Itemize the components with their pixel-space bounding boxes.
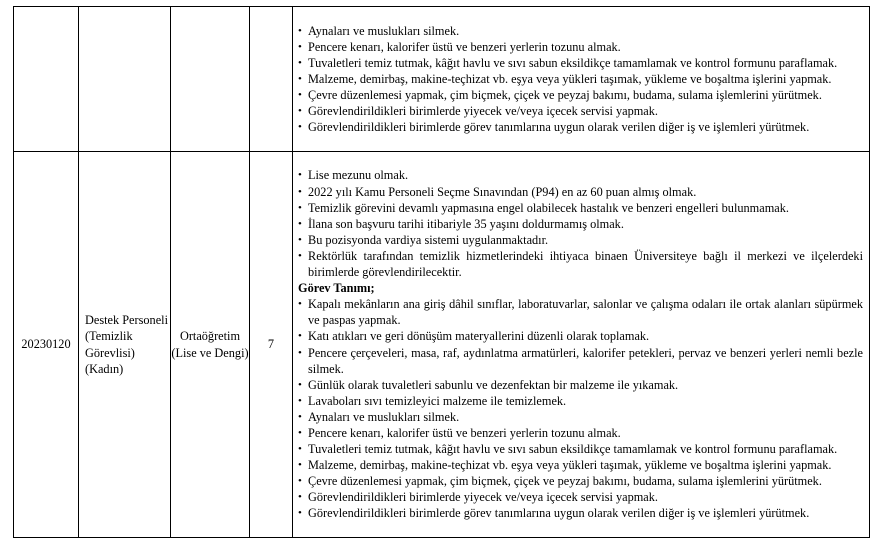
list-item: • Malzeme, demirbaş, makine-teçhizat vb. eşya veya yükleri taşımak, yükleme ve boşaltma işlerini yapmak. [298, 457, 863, 473]
list-item: • Çevre düzenlemesi yapmak, çim biçmek, çiçek ve peyzaj bakımı, budama, sulama işlemlerini yürütmek. [298, 87, 863, 103]
list-item: • Rektörlük tarafından temizlik hizmetlerindeki ihtiyaca binaen Üniversiteye bağlı il merkezi ve ilçelerdeki birimlerde görevlendirilecektir. [298, 248, 863, 280]
list-item: • Görevlendirildikleri birimlerde görev tanımlarına uygun olarak verilen diğer iş ve işlemleri yürütmek. [298, 119, 863, 135]
list-item: • 2022 yılı Kamu Personeli Seçme Sınavından (P94) en az 60 puan almış olmak. [298, 184, 863, 200]
requirements-cell [293, 7, 870, 152]
list-item: • Çevre düzenlemesi yapmak, çim biçmek, çiçek ve peyzaj bakımı, budama, sulama işlemlerini yürütmek. [298, 473, 863, 489]
list-item: • Tuvaletleri temiz tutmak, kâğıt havlu ve sıvı sabun eksildikçe tamamlamak ve kontrol formunu paraflamak. [298, 441, 863, 457]
list-item: • Katı atıkları ve geri dönüşüm materyallerini düzenli olarak toplamak. [298, 328, 863, 344]
list-item: • Lavaboları sıvı temizleyici malzeme ile temizlemek. [298, 393, 863, 409]
count-cell: 7 [250, 152, 293, 538]
list-item: • Kapalı mekânların ana giriş dâhil sınıflar, laboratuvarlar, salonlar ve çalışma odaları ile ortak alanları süpürmek ve paspas yapmak. [298, 296, 863, 328]
position-code-cell [14, 7, 79, 152]
requirements-cell [293, 152, 870, 538]
list-item: • Pencere kenarı, kalorifer üstü ve benzeri yerlerin tozunu almak. [298, 39, 863, 55]
list-item: • Pencere çerçeveleri, masa, raf, aydınlatma armatürleri, kalorifer petekleri, pervaz ve benzeri yerleri nemli bezle silmek. [298, 345, 863, 377]
list-item: • Günlük olarak tuvaletleri sabunlu ve dezenfektan bir malzeme ile yıkamak. [298, 377, 863, 393]
list-item: • Temizlik görevini devamlı yapmasına engel olabilecek hastalık ve benzeri engelleri bulunmamak. [298, 200, 863, 216]
table-row [14, 152, 870, 538]
list-item: • Görevlendirildikleri birimlerde görev tanımlarına uygun olarak verilen diğer iş ve işlemleri yürütmek. [298, 505, 863, 521]
duty-description-heading: Görev Tanımı; [298, 281, 375, 296]
education-cell [171, 7, 250, 152]
education-cell: Ortaöğretim (Lise ve Dengi) [171, 152, 250, 538]
list-item: • Aynaları ve muslukları silmek. [298, 23, 863, 39]
list-item: • Görevlendirildikleri birimlerde yiyecek ve/veya içecek servisi yapmak. [298, 489, 863, 505]
list-item: • Malzeme, demirbaş, makine-teçhizat vb. eşya veya yükleri taşımak, yükleme ve boşaltma işlerini yapmak. [298, 71, 863, 87]
count-cell [250, 7, 293, 152]
duty-list [298, 23, 863, 136]
position-title-cell [79, 7, 171, 152]
position-title-cell: Destek Personeli (Temizlik Görevlisi) (Kadın) [79, 152, 171, 538]
list-item: • Görevlendirildikleri birimlerde yiyecek ve/veya içecek servisi yapmak. [298, 103, 863, 119]
requirements-list [298, 167, 863, 280]
list-item: • Tuvaletleri temiz tutmak, kâğıt havlu ve sıvı sabun eksildikçe tamamlamak ve kontrol formunu paraflamak. [298, 55, 863, 71]
list-item: • Pencere kenarı, kalorifer üstü ve benzeri yerlerin tozunu almak. [298, 425, 863, 441]
list-item: • Lise mezunu olmak. [298, 167, 863, 183]
table-row [14, 7, 870, 152]
position-code-cell: 20230120 [14, 152, 79, 538]
duty-list [298, 296, 863, 521]
job-listing-table [13, 6, 870, 538]
list-item: • Bu pozisyonda vardiya sistemi uygulanmaktadır. [298, 232, 863, 248]
list-item: • İlana son başvuru tarihi itibariyle 35 yaşını doldurmamış olmak. [298, 216, 863, 232]
list-item: • Aynaları ve muslukları silmek. [298, 409, 863, 425]
